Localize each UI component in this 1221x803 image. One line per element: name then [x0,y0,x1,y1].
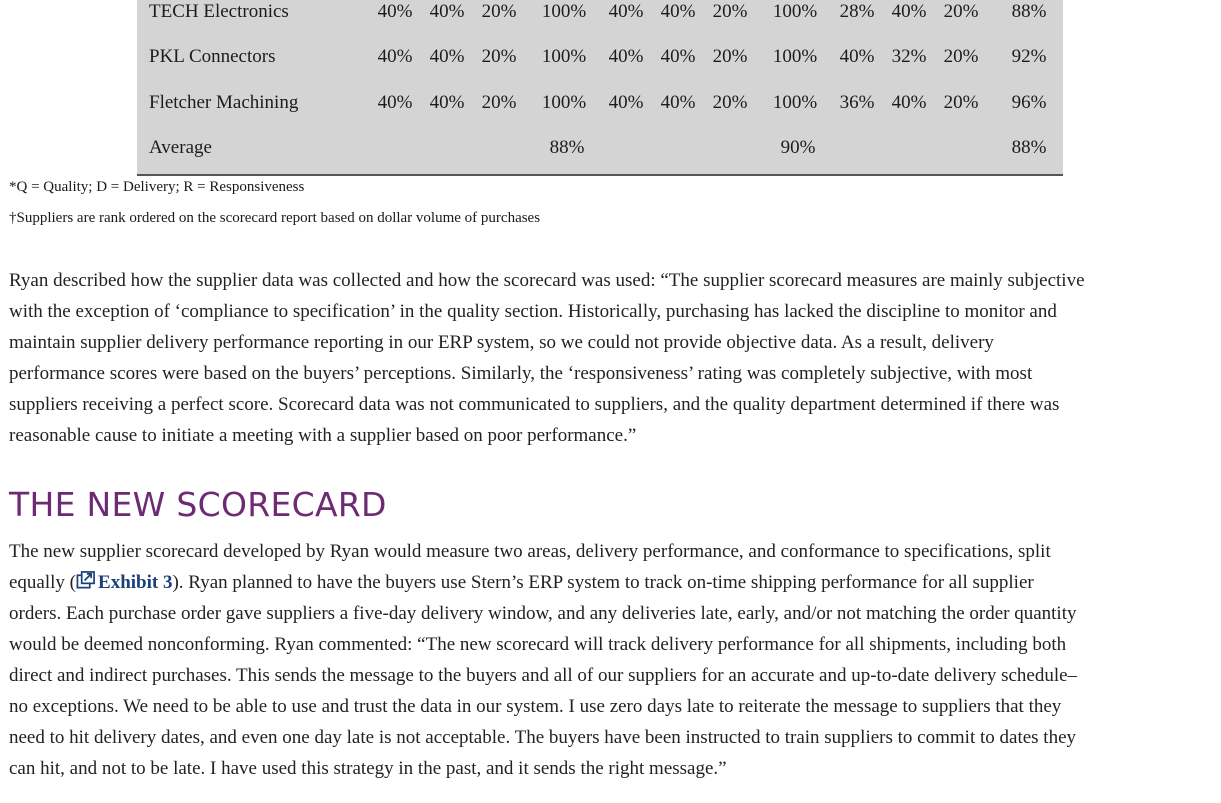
paragraph-line: no exceptions. We need to be able to use and trust the data in our system. I use zero days late to reiterate the message to suppliers that they [9,696,1062,717]
external-link-icon [76,571,95,590]
table-cell: 40% [429,92,465,113]
table-cell: 96% [1011,92,1047,113]
paragraph-line: would be deemed nonconforming. Ryan commented: “The new scorecard will track delivery performance for all shipments, including both [9,634,1067,655]
paragraph-line: can hit, and not to be late. I have used this strategy in the past, and it sends the right message.” [9,758,727,779]
table-cell: 40% [377,1,413,22]
table-row [137,0,1063,27]
table-cell: 40% [891,92,927,113]
paragraph-line: The new supplier scorecard developed by Ryan would measure two areas, delivery performance, and conformance to specifications, split [9,541,1051,562]
table-cell: 40% [429,46,465,67]
table-cell: 20% [481,46,517,67]
table-cell: 92% [1011,46,1047,67]
table-cell: 20% [481,92,517,113]
average-value: 88% [1011,137,1047,158]
table-cell: 100% [541,46,587,67]
table-cell: 20% [943,1,979,22]
table-cell: 40% [660,46,696,67]
exhibit-3-link[interactable] [76,572,172,593]
paragraph-text: ). Ryan planned to have the buyers use Stern’s ERP system to track on-time shipping performance for all supplier [172,572,1034,593]
paragraph-line: suppliers receiving a perfect score. Scorecard data was not communicated to suppliers, and the quality department determined if there was [9,394,1060,415]
supplier-name: PKL Connectors [149,46,276,67]
table-cell: 36% [839,92,875,113]
table-cell: 40% [608,1,644,22]
table-cell: 20% [943,92,979,113]
table-cell: 100% [772,92,818,113]
section-heading: THE NEW SCORECARD [9,485,387,524]
supplier-name: TECH Electronics [149,1,289,22]
table-cell: 40% [608,92,644,113]
table-cell: 28% [839,1,875,22]
table-cell: 100% [541,92,587,113]
table-cell: 40% [891,1,927,22]
table-row [137,42,1063,72]
paragraph-line: performance scores were based on the buyers’ perceptions. Similarly, the ‘responsiveness’ rating was completely subjective, with most [9,363,1033,384]
table-cell: 100% [772,1,818,22]
table-cell: 40% [839,46,875,67]
paragraph-line: need to hit delivery dates, and even one day late is not acceptable. The buyers have been instructed to train suppliers to commit to dates they [9,727,1077,748]
table-row [137,88,1063,118]
exhibit-link-label: Exhibit 3 [98,572,173,593]
supplier-name: Fletcher Machining [149,92,299,113]
paragraph-line [9,567,1204,598]
paragraph-line: with the exception of ‘compliance to specification’ in the quality section. Historically, purchasing has lacked the discipline to monitor and [9,301,1057,322]
footnote-legend: *Q = Quality; D = Delivery; R = Responsiveness [9,179,305,195]
table-cell: 40% [429,1,465,22]
table-cell: 40% [377,46,413,67]
table-cell: 20% [712,92,748,113]
paragraph-text: equally ( [9,572,77,593]
table-cell: 100% [772,46,818,67]
paragraph-line: direct and indirect purchases. This sends the message to the buyers and all of our suppliers for an accurate and up-to-date delivery schedule– [9,665,1078,686]
table-cell: 32% [891,46,927,67]
table-cell: 20% [712,46,748,67]
table-cell: 20% [943,46,979,67]
paragraph-line: orders. Each purchase order gave suppliers a five-day delivery window, and any deliveries late, early, and/or not matching the order quantity [9,603,1077,624]
table-cell: 40% [660,92,696,113]
average-value: 88% [549,137,585,158]
table-cell: 20% [712,1,748,22]
paragraph-line: reasonable cause to initiate a meeting with a supplier based on poor performance.” [9,425,637,446]
table-cell: 40% [377,92,413,113]
paragraph-scorecard-background [9,265,1204,451]
table-cell: 88% [1011,1,1047,22]
supplier-scorecard-table [137,0,1063,176]
footnote-rank-order: †Suppliers are rank ordered on the scorecard report based on dollar volume of purchases [9,210,541,226]
paragraph-new-scorecard [9,536,1204,784]
average-label: Average [149,137,212,158]
average-value: 90% [780,137,816,158]
table-cell: 20% [481,1,517,22]
table-cell: 100% [541,1,587,22]
table-row-average [137,133,1063,163]
table-cell: 40% [608,46,644,67]
paragraph-line: Ryan described how the supplier data was collected and how the scorecard was used: “The supplier scorecard measures are mainly subjective [9,270,1085,291]
paragraph-line: maintain supplier delivery performance reporting in our ERP system, so we could not provide objective data. As a result, delivery [9,332,994,353]
table-cell: 40% [660,1,696,22]
